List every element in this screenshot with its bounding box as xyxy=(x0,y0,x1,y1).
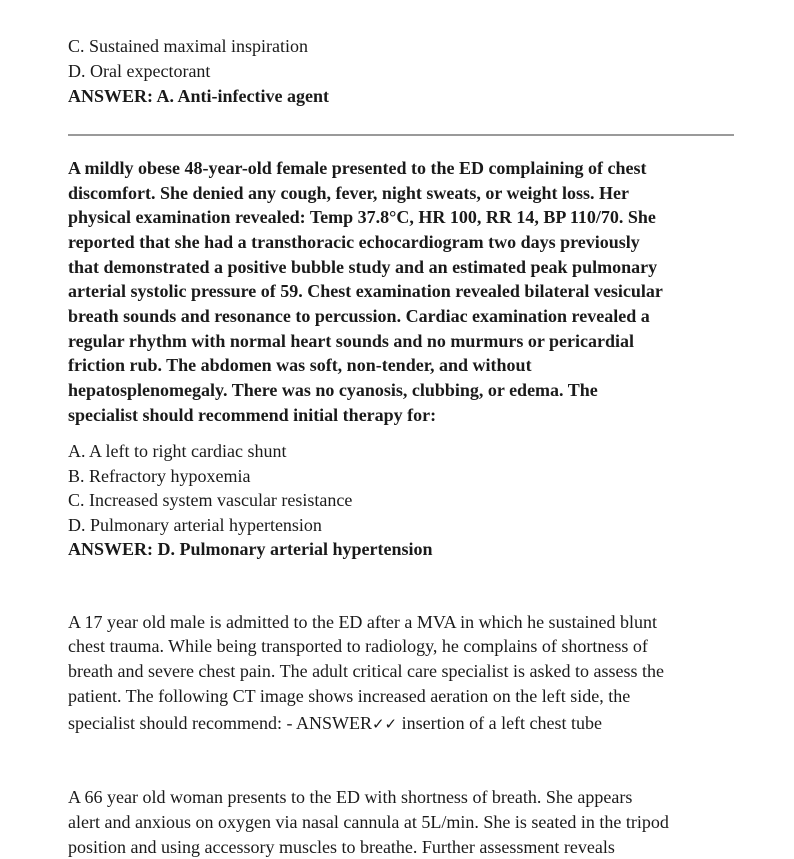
question-1-answer: ANSWER: D. Pulmonary arterial hypertension xyxy=(68,539,433,559)
question-3-stem-line: A 66 year old woman presents to the ED with shortness of breath. She appears xyxy=(68,787,633,807)
question-3-stem-line: position and using accessory muscles to breathe. Further assessment reveals xyxy=(68,837,615,857)
question-1-stem-line: that demonstrated a positive bubble study and an estimated peak pulmonary xyxy=(68,257,658,277)
question-2-answer-text: insertion of a left chest tube xyxy=(397,713,603,733)
section-divider xyxy=(68,134,734,136)
question-1-stem-line: breath sounds and resonance to percussion. Cardiac examination revealed a xyxy=(68,306,650,326)
question-1-option-c: C. Increased system vascular resistance xyxy=(68,490,353,510)
question-1-stem-line: reported that she had a transthoracic echocardiogram two days previously xyxy=(68,232,640,252)
question-1-option-d: D. Pulmonary arterial hypertension xyxy=(68,515,322,535)
question-2-answer-line xyxy=(68,711,602,736)
question-1-option-b: B. Refractory hypoxemia xyxy=(68,466,251,486)
question-2-stem-line: patient. The following CT image shows increased aeration on the left side, the xyxy=(68,686,631,706)
question-1-stem-line: physical examination revealed: Temp 37.8°C, HR 100, RR 14, BP 110/70. She xyxy=(68,207,656,227)
question-1-stem-line: discomfort. She denied any cough, fever, night sweats, or weight loss. Her xyxy=(68,183,629,203)
question-2-stem-line: breath and severe chest pain. The adult critical care specialist is asked to assess the xyxy=(68,661,664,681)
question-1-stem-line: specialist should recommend initial therapy for: xyxy=(68,405,437,425)
prev-option-d: D. Oral expectorant xyxy=(68,61,211,81)
question-1-stem-line: regular rhythm with normal heart sounds and no murmurs or pericardial xyxy=(68,331,635,351)
prev-option-c: C. Sustained maximal inspiration xyxy=(68,36,308,56)
question-1-stem-line: friction rub. The abdomen was soft, non-tender, and without xyxy=(68,355,532,375)
question-2-stem-line: A 17 year old male is admitted to the ED after a MVA in which he sustained blunt xyxy=(68,612,658,632)
question-2-answer-prefix: specialist should recommend: - ANSWER xyxy=(68,713,372,733)
question-3-stem-line: alert and anxious on oxygen via nasal cannula at 5L/min. She is seated in the tripod xyxy=(68,812,669,832)
question-1-stem-line: A mildly obese 48-year-old female presented to the ED complaining of chest xyxy=(68,158,647,178)
question-1-stem-line: hepatosplenomegaly. There was no cyanosis, clubbing, or edema. The xyxy=(68,380,598,400)
question-2-stem-line: chest trauma. While being transported to radiology, he complains of shortness of xyxy=(68,636,648,656)
question-1-stem-line: arterial systolic pressure of 59. Chest examination revealed bilateral vesicular xyxy=(68,281,663,301)
prev-answer: ANSWER: A. Anti-infective agent xyxy=(68,86,329,106)
question-1-option-a: A. A left to right cardiac shunt xyxy=(68,441,287,461)
checkmark-icon: ✓✓ xyxy=(371,715,398,733)
